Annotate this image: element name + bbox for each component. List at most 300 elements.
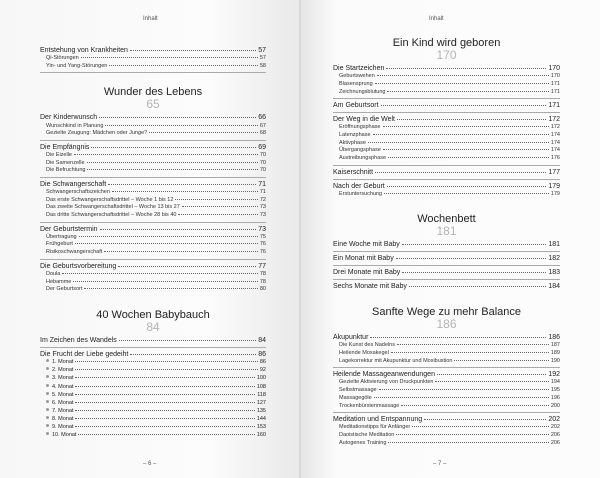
page-number: – 7 – — [433, 461, 447, 467]
toc-subentry — [333, 125, 560, 131]
toc-entry — [333, 416, 560, 423]
entry-page: 196 — [550, 394, 560, 401]
toc-subentry — [333, 74, 560, 80]
entry-title: Sechs Monate mit Baby — [333, 283, 407, 291]
dot-leader — [87, 169, 257, 170]
dot-leader — [75, 402, 254, 403]
chapter-page-number: 170 — [436, 48, 457, 62]
dot-leader — [381, 105, 547, 106]
toc-group — [40, 351, 266, 442]
chapter-title: 40 Wochen Babybauch — [96, 308, 210, 321]
entry-title: Die Schwangerschaft — [40, 180, 107, 188]
toc-group — [333, 269, 560, 280]
dot-leader — [109, 65, 258, 66]
entry-page: 170 — [548, 65, 560, 72]
toc-month-entry — [40, 425, 266, 431]
entry-title: Der Weg in die Welt — [333, 116, 395, 124]
dot-leader — [409, 286, 546, 287]
entry-title: 1. Monat — [46, 360, 73, 366]
dot-leader — [75, 410, 254, 411]
toc-group — [333, 371, 560, 413]
toc-subentry — [40, 161, 266, 167]
entry-page: 70 — [259, 159, 266, 166]
toc-month-entry — [40, 417, 266, 423]
bullet-icon — [46, 359, 49, 362]
toc-subentry — [333, 351, 560, 357]
entry-title: Eröffnungsphase — [339, 124, 381, 131]
entry-title: Wunschkind in Planung — [46, 122, 104, 129]
entry-title: Zeichnungsblutung — [339, 88, 386, 95]
toc-month-entry — [40, 368, 266, 374]
toc-entry — [333, 255, 560, 262]
entry-page: 67 — [259, 122, 266, 129]
entry-title: Gezielte Aktivierung von Druckpunkten — [339, 379, 434, 386]
entry-title: Aktivphase — [339, 139, 366, 146]
toc-entry — [40, 263, 266, 270]
toc-month-entry — [40, 409, 266, 415]
toc-subentry — [333, 359, 560, 365]
chapter-title: Ein Kind wird geboren — [392, 37, 501, 49]
dot-leader — [454, 360, 548, 361]
entry-page: 202 — [548, 416, 560, 423]
dot-leader — [74, 154, 258, 155]
entry-title: Blasensprung — [339, 80, 373, 87]
entry-title: 9. Monat — [46, 425, 73, 431]
entry-page: 75 — [259, 233, 266, 240]
entry-page: 72 — [259, 196, 266, 203]
entry-page: 76 — [259, 241, 266, 248]
entry-page: 202 — [550, 424, 560, 431]
entry-page: 174 — [550, 131, 560, 138]
dot-leader — [175, 199, 257, 200]
dot-leader — [108, 184, 256, 185]
toc-content-right — [333, 38, 560, 452]
toc-subentry — [40, 213, 266, 219]
toc-content-left — [40, 44, 266, 445]
entry-page: 92 — [259, 367, 266, 374]
entry-title: Das erste Schwangerschaftsdrittel – Woche 1 bis 12 — [46, 196, 174, 203]
entry-page: 174 — [550, 147, 560, 154]
dot-leader — [105, 125, 257, 126]
dot-leader — [75, 418, 254, 419]
toc-entry — [333, 241, 560, 248]
dot-leader — [384, 193, 549, 194]
entry-title: Die Empfängnis — [40, 143, 90, 151]
toc-group — [333, 416, 560, 449]
entry-title: 4. Monat — [46, 385, 73, 391]
chapter-title: Sanfte Wege zu mehr Balance — [372, 306, 521, 319]
toc-subentry — [333, 133, 560, 139]
entry-page: 76 — [259, 249, 266, 256]
entry-title: Der Geburtstermin — [40, 225, 98, 233]
entry-page: 183 — [548, 269, 560, 277]
toc-group — [333, 65, 560, 99]
entry-page: 184 — [548, 283, 560, 291]
entry-title: Im Zeichen des Wandels — [40, 336, 117, 344]
dot-leader — [383, 149, 549, 150]
toc-subentry — [40, 287, 266, 293]
entry-page: 182 — [548, 255, 560, 263]
bullet-icon — [46, 375, 49, 378]
toc-subentry — [40, 280, 266, 286]
dot-leader — [396, 434, 548, 435]
entry-title: Eine Woche mit Baby — [333, 241, 400, 249]
toc-subentry — [40, 153, 266, 159]
toc-group — [40, 181, 266, 223]
entry-title: Drei Monate mit Baby — [333, 269, 401, 277]
entry-page: 70 — [259, 151, 266, 158]
dot-leader — [368, 142, 549, 143]
dot-leader — [75, 386, 254, 387]
dot-leader — [424, 419, 546, 420]
toc-subentry — [333, 425, 560, 431]
bullet-icon — [46, 400, 49, 403]
dot-leader — [397, 344, 549, 345]
entry-title: Am Geburtsort — [333, 102, 379, 110]
toc-subentry — [333, 343, 560, 349]
dot-leader — [81, 57, 258, 58]
toc-entry — [333, 102, 560, 109]
toc-entry — [40, 226, 266, 233]
chapter-heading — [333, 307, 560, 330]
running-head: Inhalt — [143, 16, 158, 22]
toc-entry — [333, 283, 560, 290]
toc-group — [333, 255, 560, 266]
entry-title: Die Kunst des Nadelns — [339, 342, 395, 349]
toc-entry — [333, 371, 560, 378]
entry-title: Hebamme — [46, 278, 72, 285]
dot-leader — [386, 68, 546, 69]
toc-subentry — [40, 190, 266, 196]
entry-title: Selbstmassage — [339, 387, 377, 394]
entry-page: 73 — [258, 225, 266, 233]
entry-page: 174 — [550, 139, 560, 146]
entry-page: 86 — [259, 359, 266, 366]
dot-leader — [391, 352, 549, 353]
entry-title: Autogenes Training — [339, 439, 387, 446]
entry-title: Daoistische Meditation — [339, 431, 395, 438]
entry-page: 68 — [259, 130, 266, 137]
toc-group — [40, 337, 266, 348]
toc-entry — [333, 65, 560, 72]
dot-leader — [402, 272, 546, 273]
dot-leader — [87, 162, 258, 163]
toc-group — [40, 114, 266, 140]
entry-page: 77 — [258, 262, 266, 270]
chapter-page-number: 84 — [146, 319, 160, 334]
entry-page: 78 — [259, 270, 266, 277]
dot-leader — [149, 132, 258, 133]
chapter-heading — [40, 310, 266, 333]
dot-leader — [119, 340, 256, 341]
entry-page: 187 — [550, 342, 560, 349]
dot-leader — [130, 50, 256, 51]
toc-entry — [40, 114, 266, 121]
toc-subentry — [40, 124, 266, 130]
toc-subentry — [40, 205, 266, 211]
toc-subentry — [333, 156, 560, 162]
dot-leader — [401, 405, 548, 406]
toc-subentry — [333, 141, 560, 147]
toc-group — [333, 334, 560, 368]
running-head: Inhalt — [429, 16, 444, 22]
entry-title: Akupunktur — [333, 334, 369, 342]
dot-leader — [387, 91, 548, 92]
entry-page: 172 — [548, 116, 560, 124]
entry-page: 172 — [550, 124, 560, 131]
entry-title: Gezielte Zeugung: Mädchen oder Junge? — [46, 130, 148, 137]
entry-page: 108 — [256, 383, 266, 390]
dot-leader — [437, 374, 546, 375]
entry-title: Schwangerschaftszeichen — [46, 189, 110, 195]
entry-title: Latenzphase — [339, 131, 371, 138]
dot-leader — [375, 172, 546, 173]
bullet-icon — [46, 384, 49, 387]
chapter-heading — [333, 38, 560, 61]
dot-leader — [62, 273, 258, 274]
entry-page: 206 — [550, 431, 560, 438]
dot-leader — [75, 369, 257, 370]
toc-month-entry — [40, 401, 266, 407]
toc-group — [40, 144, 266, 178]
dot-leader — [130, 354, 256, 355]
entry-page: 118 — [257, 391, 266, 398]
toc-subentry — [333, 82, 560, 88]
dot-leader — [402, 244, 547, 245]
dot-leader — [99, 117, 256, 118]
dot-leader — [84, 288, 258, 289]
entry-title: 2. Monat — [46, 368, 73, 374]
dot-leader — [387, 186, 547, 187]
toc-group — [40, 47, 266, 73]
entry-title: Nach der Geburt — [333, 182, 385, 190]
toc-entry — [333, 183, 560, 190]
entry-page: 153 — [256, 424, 266, 431]
entry-page: 71 — [259, 189, 266, 195]
entry-page: 186 — [548, 334, 560, 342]
toc-entry — [40, 47, 266, 54]
bullet-icon — [46, 416, 49, 419]
toc-subentry — [333, 396, 560, 402]
entry-title: Meditation und Entspannung — [333, 416, 423, 423]
entry-title: Geburtswehen — [339, 73, 375, 80]
chapter-page-number: 181 — [436, 224, 457, 239]
dot-leader — [75, 243, 258, 244]
entry-page: 181 — [548, 241, 560, 249]
dot-leader — [182, 206, 258, 207]
entry-title: Frühgeburt — [46, 241, 73, 248]
dot-leader — [75, 361, 257, 362]
entry-page: 160 — [256, 432, 266, 439]
entry-title: Erstuntersuchung — [339, 190, 383, 197]
toc-group — [333, 283, 560, 293]
chapter-title: Wochenbett — [417, 213, 476, 226]
entry-title: Die Frucht der Liebe gedeiht — [40, 350, 129, 358]
entry-title: Übertragung — [46, 233, 77, 240]
dot-leader — [435, 381, 548, 382]
dot-leader — [388, 157, 549, 158]
entry-title: Der Kinderwunsch — [40, 114, 98, 122]
dot-leader — [75, 377, 254, 378]
bullet-icon — [46, 367, 49, 370]
toc-subentry — [40, 235, 266, 241]
entry-title: 8. Monat — [46, 417, 73, 423]
chapter-page-number: 65 — [146, 97, 160, 112]
dot-leader — [100, 229, 257, 230]
entry-page: 57 — [259, 55, 266, 62]
dot-leader — [383, 126, 549, 127]
right-page — [301, 0, 600, 478]
entry-page: 58 — [259, 62, 266, 69]
toc-entry — [333, 116, 560, 123]
entry-title: 6. Monat — [46, 401, 73, 407]
toc-month-entry — [40, 385, 266, 391]
toc-entry — [40, 144, 266, 151]
toc-entry — [40, 337, 266, 344]
toc-group — [333, 241, 560, 252]
entry-title: Der Geburtsort — [46, 286, 83, 293]
toc-subentry — [333, 441, 560, 447]
entry-page: 200 — [550, 402, 560, 409]
toc-group — [333, 169, 560, 180]
dot-leader — [91, 147, 256, 148]
toc-entry — [40, 181, 266, 188]
dot-leader — [374, 397, 549, 398]
dot-leader — [377, 75, 549, 76]
toc-subentry — [40, 131, 266, 137]
entry-title: Die Geburtsvorbereitung — [40, 262, 117, 270]
dot-leader — [375, 83, 549, 84]
entry-title: Yin- und Yang-Störungen — [46, 62, 108, 69]
entry-page: 144 — [256, 415, 266, 422]
entry-page: 73 — [259, 204, 266, 211]
entry-title: Entstehung von Krankheiten — [40, 47, 128, 54]
entry-page: 66 — [258, 114, 266, 122]
chapter-heading — [40, 87, 266, 110]
dot-leader — [73, 281, 258, 282]
toc-subentry — [40, 198, 266, 204]
entry-page: 69 — [258, 143, 266, 151]
toc-month-entry — [40, 376, 266, 382]
entry-page: 194 — [550, 379, 560, 386]
entry-page: 192 — [548, 371, 560, 379]
bullet-icon — [46, 424, 49, 427]
entry-title: 10. Monat — [46, 433, 76, 439]
entry-page: 70 — [259, 167, 266, 174]
dot-leader — [178, 214, 257, 215]
entry-page: 179 — [548, 182, 560, 190]
entry-title: Lagekorrektur mit Akupunktur und Moxibustion — [339, 357, 453, 364]
entry-title: 3. Monat — [46, 376, 73, 382]
dot-leader — [112, 191, 258, 192]
dot-leader — [104, 251, 258, 252]
entry-title: Ein Monat mit Baby — [333, 255, 394, 263]
toc-group — [333, 183, 560, 201]
entry-page: 73 — [259, 212, 266, 219]
entry-title: Risikoschwangerschaft — [46, 249, 103, 256]
dot-leader — [388, 442, 548, 443]
entry-page: 171 — [550, 88, 560, 95]
chapter-heading — [333, 214, 560, 237]
entry-title: Das dritte Schwangerschaftsdrittel – Woche 28 bis 40 — [46, 212, 177, 219]
toc-group — [333, 102, 560, 113]
entry-title: Das zweite Schwangerschaftsdrittel – Woche 13 bis 27 — [46, 204, 180, 211]
entry-page: 189 — [550, 350, 560, 357]
toc-subentry — [40, 250, 266, 256]
entry-page: 86 — [258, 350, 266, 358]
toc-subentry — [40, 242, 266, 248]
dot-leader — [370, 337, 546, 338]
toc-subentry — [333, 388, 560, 394]
entry-page: 195 — [550, 387, 560, 394]
dot-leader — [75, 426, 254, 427]
toc-subentry — [333, 433, 560, 439]
entry-page: 80 — [259, 286, 266, 293]
entry-title: Die Samenzelle — [46, 159, 85, 166]
chapter-title: Wunder des Lebens — [103, 86, 203, 99]
entry-title: Meditationstipps für Anfänger — [339, 424, 411, 431]
toc-subentry — [40, 168, 266, 174]
dot-leader — [79, 236, 258, 237]
toc-group — [40, 263, 266, 296]
entry-page: 206 — [550, 439, 560, 446]
dot-leader — [379, 389, 549, 390]
toc-subentry — [40, 272, 266, 278]
entry-page: 171 — [548, 102, 560, 110]
bullet-icon — [46, 432, 49, 435]
entry-page: 100 — [256, 375, 266, 382]
entry-title: Trockenbürstenmassage — [339, 402, 400, 409]
bullet-icon — [46, 408, 49, 411]
entry-title: Qi-Störungen — [46, 55, 79, 62]
toc-subentry — [333, 90, 560, 96]
left-page — [0, 0, 299, 478]
chapter-page-number: 186 — [436, 317, 457, 332]
entry-page: 84 — [258, 336, 266, 344]
dot-leader — [118, 266, 256, 267]
entry-page: 71 — [258, 180, 266, 188]
toc-month-entry — [40, 393, 266, 399]
entry-title: 7. Monat — [46, 409, 73, 415]
bullet-icon — [46, 392, 49, 395]
dot-leader — [396, 258, 547, 259]
entry-title: Heilende Moxakegel — [339, 350, 389, 357]
toc-entry — [333, 334, 560, 341]
page-number: – 6 – — [143, 461, 157, 467]
toc-subentry — [40, 64, 266, 70]
toc-month-entry — [40, 360, 266, 366]
toc-subentry — [333, 148, 560, 154]
entry-title: Die Startzeichen — [333, 65, 385, 72]
dot-leader — [75, 394, 255, 395]
entry-title: Übergangsphase — [339, 147, 381, 154]
entry-page: 177 — [548, 168, 560, 176]
toc-entry — [333, 169, 560, 176]
entry-title: Die Befruchtung — [46, 167, 86, 174]
entry-title: Heilende Massageanwendungen — [333, 371, 435, 379]
entry-page: 190 — [550, 357, 560, 364]
toc-month-entry — [40, 433, 266, 439]
dot-leader — [397, 119, 546, 120]
toc-group — [333, 116, 560, 165]
entry-title: Kaiserschnitt — [333, 168, 374, 176]
entry-page: 179 — [550, 190, 560, 197]
entry-title: Doula — [46, 270, 61, 277]
toc-subentry — [333, 192, 560, 198]
toc-group — [40, 226, 266, 260]
entry-page: 171 — [550, 80, 560, 87]
toc-entry — [40, 351, 266, 358]
